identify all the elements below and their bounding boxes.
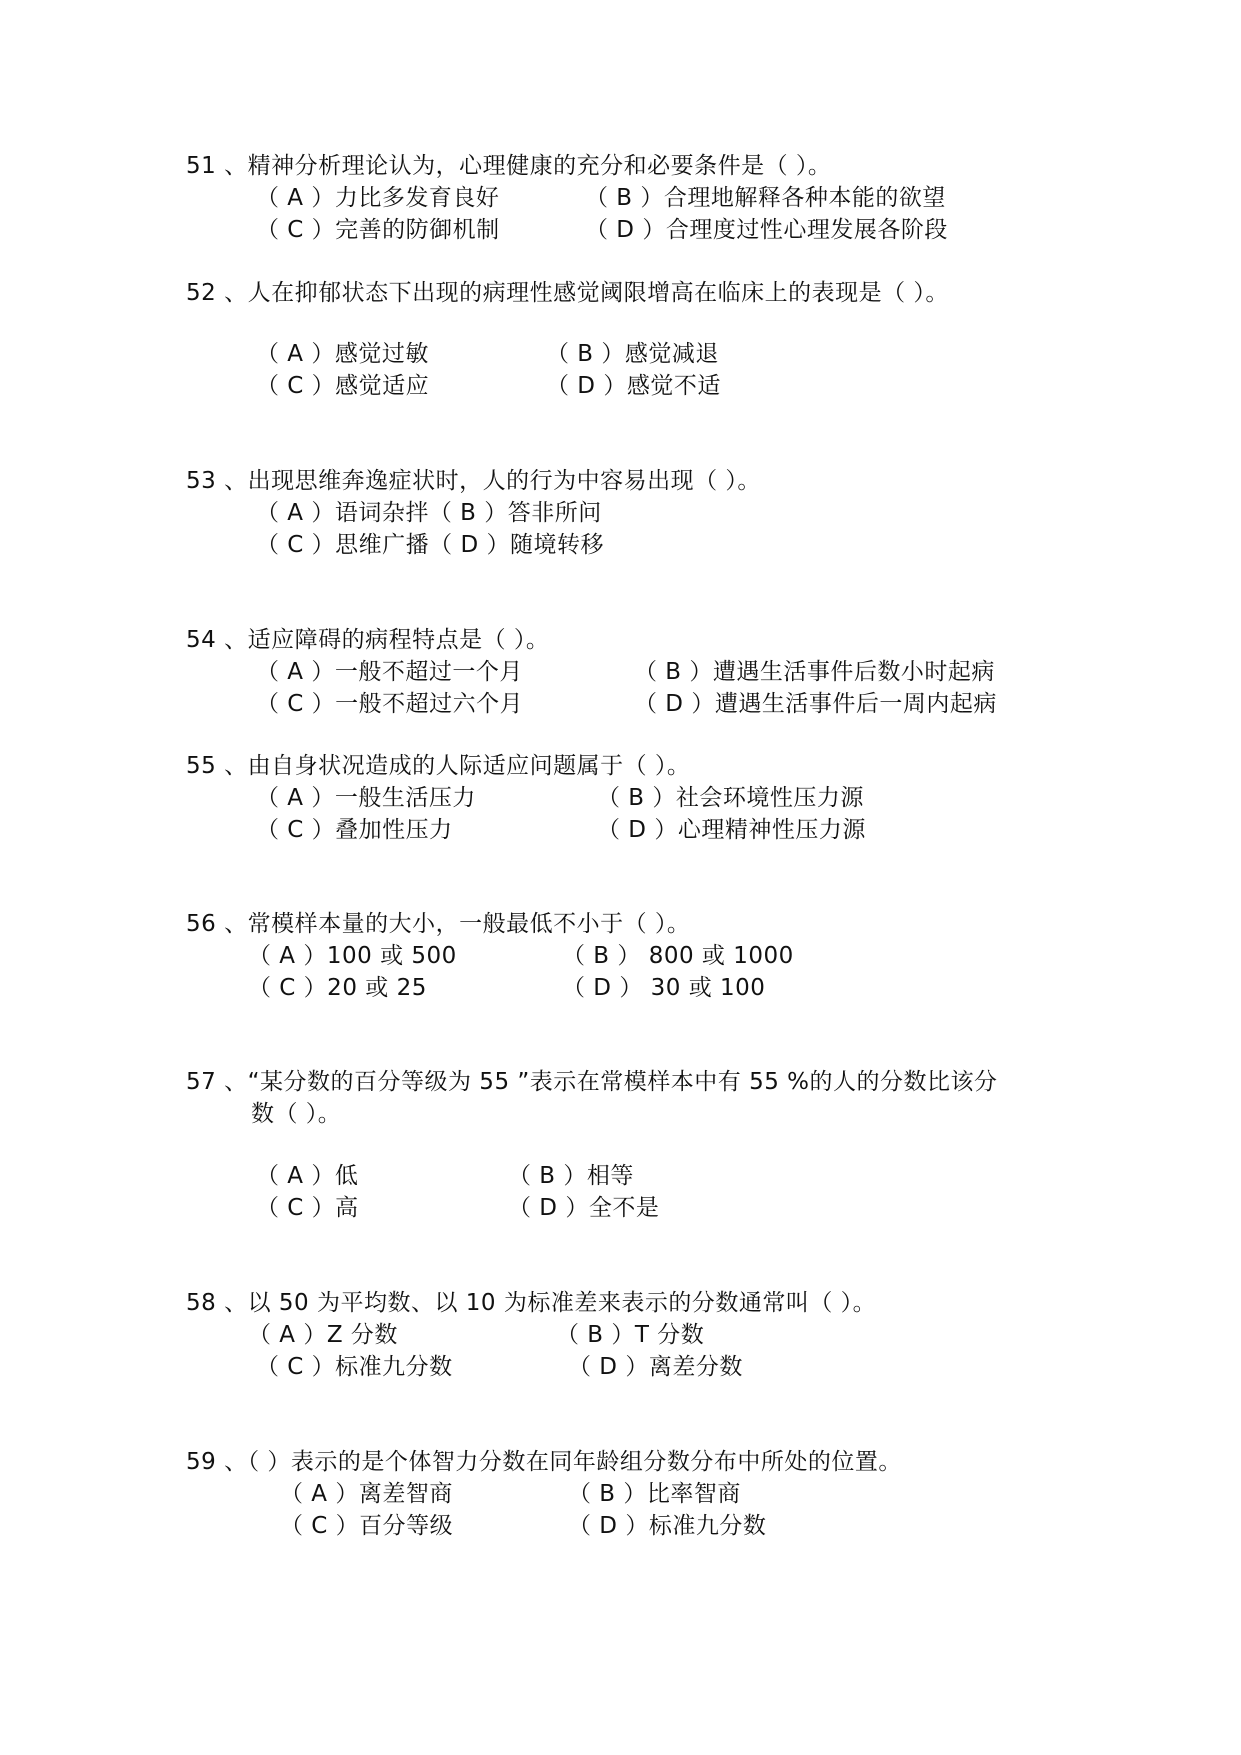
question-52-option-c: （ C ）感觉适应 <box>256 373 430 399</box>
question-56-option-d: （ D ） 30 或 100 <box>562 975 766 1001</box>
question-52-option-b: （ B ）感觉减退 <box>546 341 719 367</box>
question-54-stem: 54 、适应障碍的病程特点是（ ）。 <box>186 627 550 653</box>
question-54-option-c: （ C ）一般不超过六个月 <box>256 691 524 717</box>
question-59-option-b: （ B ）比率智商 <box>568 1481 741 1507</box>
question-58-option-a: （ A ）Z 分数 <box>248 1322 398 1348</box>
question-54-option-b: （ B ）遭遇生活事件后数小时起病 <box>634 659 995 685</box>
question-59-stem: 59 、（ ）表示的是个体智力分数在同年龄组分数分布中所处的位置。 <box>186 1449 902 1475</box>
question-55-option-d: （ D ）心理精神性压力源 <box>597 817 866 843</box>
question-56-option-c: （ C ）20 或 25 <box>248 975 427 1001</box>
question-57-option-b: （ B ）相等 <box>508 1163 634 1189</box>
question-56-stem: 56 、常模样本量的大小，一般最低不小于（ ）。 <box>186 911 691 937</box>
question-51-option-d: （ D ）合理度过性心理发展各阶段 <box>585 217 948 243</box>
question-57-option-d: （ D ）全不是 <box>508 1195 660 1221</box>
question-54-option-d: （ D ）遭遇生活事件后一周内起病 <box>634 691 997 717</box>
question-51-stem: 51 、精神分析理论认为，心理健康的充分和必要条件是（ ）。 <box>186 153 832 179</box>
question-55-option-a: （ A ）一般生活压力 <box>256 785 476 811</box>
question-57-stem-line2: 数（ ）。 <box>251 1101 342 1127</box>
question-53-stem: 53 、出现思维奔逸症状时，人的行为中容易出现（ ）。 <box>186 468 761 494</box>
question-51-option-c: （ C ）完善的防御机制 <box>256 217 500 243</box>
question-56-option-a: （ A ）100 或 500 <box>248 943 457 969</box>
question-58-stem: 58 、以 50 为平均数、以 10 为标准差来表示的分数通常叫（ ）。 <box>186 1290 877 1316</box>
question-52-option-a: （ A ）感觉过敏 <box>256 341 429 367</box>
question-57-stem-line1: 57 、“某分数的百分等级为 55 ”表示在常模样本中有 55 %的人的分数比该分 <box>186 1069 998 1095</box>
question-55-stem: 55 、由自身状况造成的人际适应问题属于（ ）。 <box>186 753 691 779</box>
question-52-stem: 52 、人在抑郁状态下出现的病理性感觉阈限增高在临床上的表现是（ ）。 <box>186 280 949 306</box>
question-57-option-c: （ C ）高 <box>256 1195 359 1221</box>
question-54-option-a: （ A ）一般不超过一个月 <box>256 659 523 685</box>
question-53-options-ab: （ A ）语词杂拌（ B ）答非所问 <box>256 500 602 526</box>
question-58-option-d: （ D ）离差分数 <box>568 1354 743 1380</box>
question-59-option-c: （ C ）百分等级 <box>280 1513 454 1539</box>
question-53-options-cd: （ C ）思维广播（ D ）随境转移 <box>256 532 605 558</box>
question-51-option-b: （ B ）合理地解释各种本能的欲望 <box>585 185 946 211</box>
question-58-option-b: （ B ）T 分数 <box>556 1322 705 1348</box>
question-57-option-a: （ A ）低 <box>256 1163 359 1189</box>
question-55-option-c: （ C ）叠加性压力 <box>256 817 453 843</box>
question-58-option-c: （ C ）标准九分数 <box>256 1354 453 1380</box>
question-59-option-d: （ D ）标准九分数 <box>568 1513 767 1539</box>
question-51-option-a: （ A ）力比多发育良好 <box>256 185 500 211</box>
question-52-option-d: （ D ）感觉不适 <box>546 373 721 399</box>
question-59-option-a: （ A ）离差智商 <box>280 1481 453 1507</box>
question-55-option-b: （ B ）社会环境性压力源 <box>597 785 864 811</box>
question-56-option-b: （ B ） 800 或 1000 <box>562 943 794 969</box>
